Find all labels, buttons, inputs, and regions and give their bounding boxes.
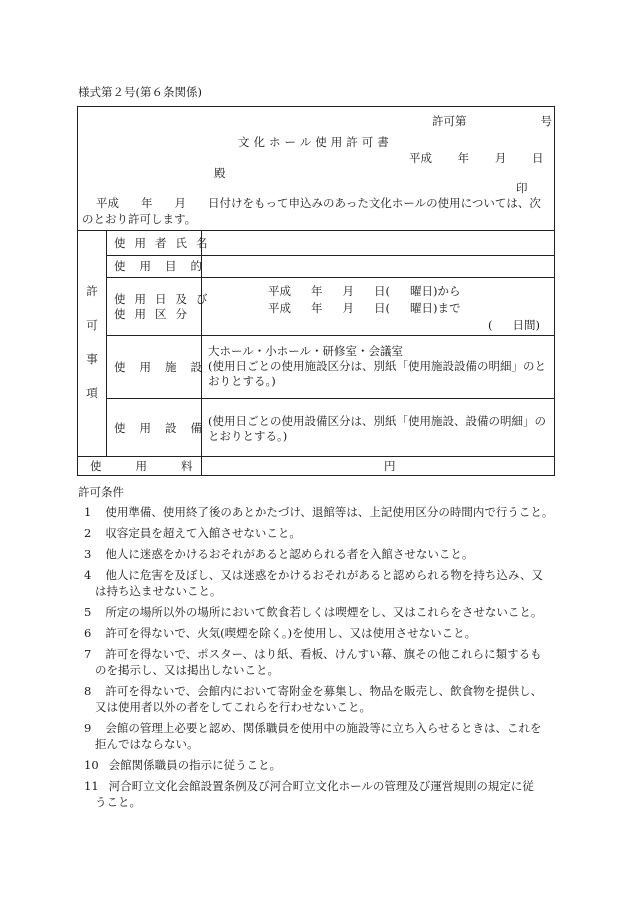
condition-item-6 [84, 625, 476, 642]
condition-item-7-cont: のを掲示し、又は掲出しないこと。 [95, 663, 279, 677]
datetime-label-line2: 使用区分 [114, 307, 196, 321]
schedule-to-weekday: 曜日)まで [410, 301, 461, 315]
schedule-to [268, 300, 461, 317]
condition-text: 許可を得ないで、会館内において寄附金を募集し、物品を販売し、飲食物を提供し、 [105, 684, 543, 698]
schedule-from-day: 日( [374, 284, 390, 298]
facility-note-cont: おりとする。) [208, 374, 276, 388]
condition-number: 8 [84, 684, 92, 698]
row-divider [106, 277, 554, 278]
fee-row-rule [78, 456, 554, 457]
condition-item-8-cont: 又は使用者以外の者をしてこれらを行わせないこと。 [95, 700, 371, 714]
condition-number: 6 [84, 626, 92, 640]
condition-number: 7 [84, 647, 92, 661]
equipment-label: 使用設備 [114, 421, 216, 435]
schedule-to-year: 年 [311, 301, 323, 315]
conditions-heading: 許可条件 [78, 485, 124, 499]
schedule-days-open: ( [488, 318, 493, 332]
condition-text: 所定の場所以外の場所において飲食若しくは喫煙をし、又はこれらをさせないこと。 [105, 605, 543, 619]
schedule-to-day: 日( [374, 301, 390, 315]
condition-number: 2 [84, 526, 92, 540]
group-label-char: 事 [86, 352, 98, 366]
condition-text: 許可を得ないで、ポスター、はり紙、看板、けんすい幕、旗その他これらに類するも [105, 647, 542, 661]
condition-item-1 [84, 504, 553, 521]
condition-text: 会館関係職員の指示に従うこと。 [108, 758, 282, 772]
group-label-char: 可 [86, 318, 98, 332]
condition-item-11-cont: うこと。 [95, 795, 141, 809]
purpose-label: 使用目的 [114, 259, 216, 273]
intro-era: 平成 [96, 196, 119, 210]
schedule-to-month: 月 [342, 301, 354, 315]
permit-number-suffix: 号 [540, 114, 552, 128]
condition-number: 9 [84, 721, 92, 735]
schedule-from-weekday: 曜日)から [410, 284, 461, 298]
facility-note: (使用日ごとの使用施設区分は、別紙「使用施設設備の明細」のと [208, 359, 546, 373]
condition-item-3 [84, 546, 473, 563]
condition-number: 10 [84, 758, 99, 772]
group-label-char: 項 [86, 386, 98, 400]
intro-statement [82, 195, 552, 227]
schedule-from [268, 283, 461, 300]
condition-text: 他人に迷惑をかけるおそれがあると認められる者を入館させないこと。 [105, 547, 474, 561]
schedule-days-close: 日間) [512, 318, 540, 332]
user-name-label: 使用者氏名 [114, 236, 217, 250]
equipment-note: (使用日ごとの使用設備区分は、別紙「使用施設、設備の明細」の [208, 414, 546, 428]
condition-item-4 [84, 567, 543, 584]
schedule-from-month: 月 [342, 284, 354, 298]
form-label: 様式第２号(第６条関係) [78, 85, 202, 99]
condition-item-5 [84, 604, 542, 621]
document-title: 文化ホール使用許可書 [238, 135, 393, 149]
facility-label: 使用施設 [114, 360, 216, 374]
equipment-note-cont: とおりとする。) [208, 429, 288, 443]
group-label-char: 許 [86, 284, 98, 298]
condition-number: 1 [84, 505, 92, 519]
condition-text: 会館の管理上必要と認め、関係職員を使用中の施設等に立ち入らせるときは、これを [105, 721, 542, 735]
condition-item-11 [84, 778, 534, 795]
row-divider [106, 335, 554, 336]
condition-number: 5 [84, 605, 92, 619]
permit-number-prefix: 許可第 [432, 114, 467, 128]
column-divider [106, 230, 107, 456]
schedule-to-era: 平成 [268, 301, 291, 315]
row-divider [106, 398, 554, 399]
condition-item-9 [84, 720, 542, 737]
fee-label: 使用料 [90, 459, 227, 473]
seal-mark: 印 [516, 181, 528, 195]
schedule-from-year: 年 [311, 284, 323, 298]
issue-date-year: 年 [457, 151, 470, 165]
condition-item-8 [84, 683, 542, 700]
condition-text: 収容定員を超えて入館させないこと。 [105, 526, 301, 540]
issue-date-day: 日 [531, 151, 544, 165]
addressee-honorific: 殿 [214, 166, 226, 180]
permit-form-frame [77, 106, 555, 476]
condition-number: 3 [84, 547, 92, 561]
intro-year: 年 [141, 196, 153, 210]
datetime-label-line1: 使用日及び [114, 292, 217, 306]
condition-number: 11 [84, 779, 99, 793]
condition-text: 使用準備、使用終了後のあとかたづけ、退館等は、上記使用区分の時間内で行うこと。 [105, 505, 554, 519]
issue-date [409, 150, 543, 167]
condition-item-2 [84, 525, 301, 542]
issue-date-era: 平成 [409, 151, 432, 165]
condition-item-7 [84, 646, 542, 663]
condition-item-10 [84, 757, 281, 774]
intro-text: 日付けをもって申込みのあった文化ホールの使用については、次のとおり許可します。 [82, 196, 541, 226]
condition-item-9-cont: 拒んではならない。 [95, 737, 199, 751]
table-top-rule [78, 230, 554, 231]
condition-text: 許可を得ないで、火気(喫煙を除く。)を使用し、又は使用させないこと。 [105, 626, 477, 640]
condition-text: 他人に危害を及ぼし、又は迷惑をかけるおそれがあると認められる物を持ち込み、又 [105, 568, 544, 582]
condition-number: 4 [84, 568, 92, 582]
condition-item-4-cont: は持ち込ませないこと。 [95, 584, 222, 598]
schedule-from-era: 平成 [268, 284, 291, 298]
condition-text: 河合町立文化会館設置条例及び河合町立文化ホールの管理及び運営規則の規定に従 [108, 779, 534, 793]
schedule-days [488, 317, 540, 334]
facility-list: 大ホール・小ホール・研修室・会議室 [208, 344, 404, 358]
permit-number [432, 113, 552, 130]
row-divider [106, 255, 554, 256]
intro-month: 月 [174, 196, 186, 210]
issue-date-month: 月 [494, 151, 507, 165]
fee-unit: 円 [384, 459, 396, 473]
